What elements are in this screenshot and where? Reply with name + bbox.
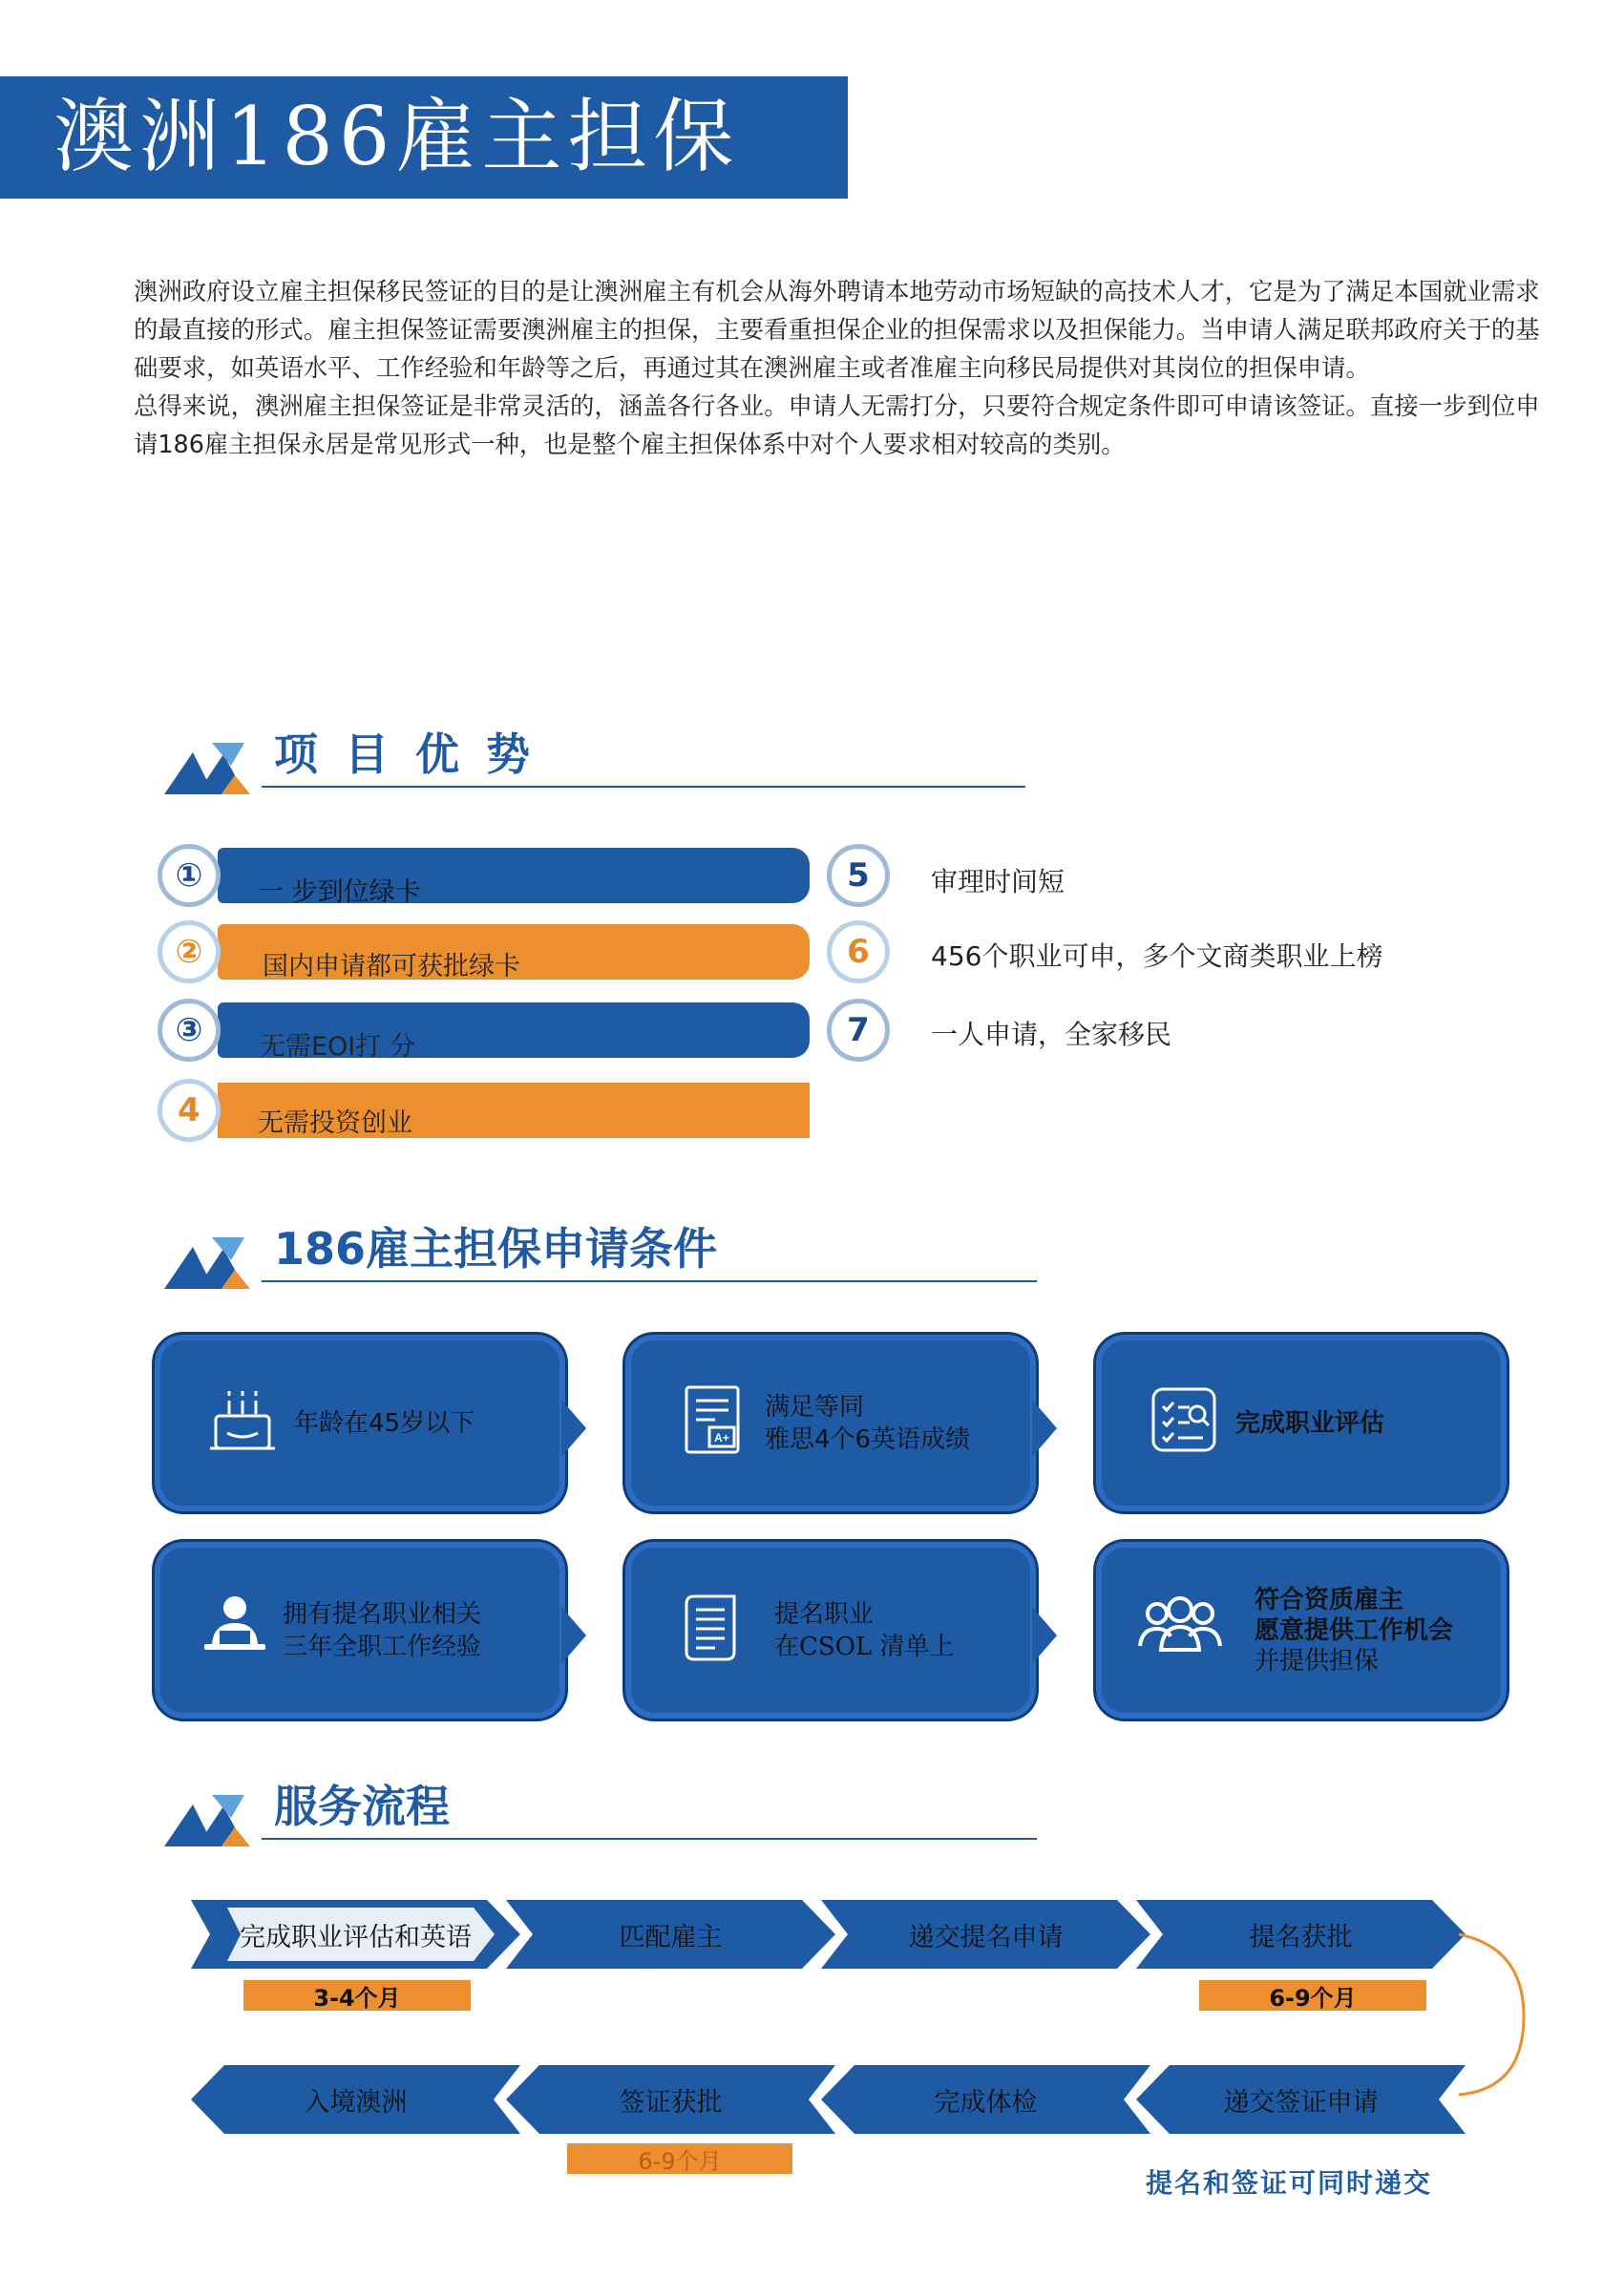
number-badge-1: ① bbox=[158, 844, 221, 907]
exam-paper-icon bbox=[677, 1383, 749, 1456]
condition-card-english bbox=[625, 1335, 1036, 1511]
process-step-1 bbox=[191, 1900, 520, 1969]
advantage-label-5: 审理时间短 bbox=[931, 866, 1065, 897]
number-badge-3: ③ bbox=[158, 999, 221, 1062]
page-title: 澳洲186雇主担保 bbox=[53, 90, 740, 183]
card-arrow bbox=[1032, 1400, 1057, 1457]
advantage-label-7: 一人申请，全家移民 bbox=[931, 1019, 1172, 1050]
card-line: 三年全职工作经验 bbox=[283, 1632, 482, 1661]
card-text bbox=[774, 1548, 955, 1713]
card-text bbox=[294, 1340, 475, 1506]
intro-paragraph-2: 总得来说，澳洲雇主担保签证是非常灵活的，涵盖各行各业。申请人无需打分，只要符合规定条件即可申请该签证。直接一步到位申请186雇主担保永居是常见形式一种，也是整个雇主担保体系中对个人要求相对较高的类别。 bbox=[134, 391, 1540, 458]
advantage-label-1: 一 步到位绿卡 bbox=[258, 877, 421, 907]
card-line: 在CSOL 清单上 bbox=[774, 1632, 955, 1661]
card-arrow bbox=[1032, 1607, 1057, 1664]
condition-card-work-experience bbox=[155, 1542, 565, 1719]
step-label: 完成体检 bbox=[934, 2087, 1038, 2118]
process-step-2 bbox=[506, 1900, 835, 1969]
duration-badge-1: 3-4个月 bbox=[243, 1980, 471, 2011]
intro-paragraph-1: 澳洲政府设立雇主担保移民签证的目的是让澳洲雇主有机会从海外聘请本地劳动市场短缺的高技术人才，它是为了满足本国就业需求的最直接的形式。雇主担保签证需要澳洲雇主的担保，主要看重担保企业的担保需求以及担保能力。当申请人满足联邦政府关于的基础要求，如英语水平、工作经验和年龄等之后，再通过其在澳洲雇主或者准雇主向移民局提供对其岗位的担保申请。 bbox=[134, 277, 1540, 382]
step-label: 入境澳洲 bbox=[304, 2087, 408, 2118]
step-label: 完成职业评估和英语 bbox=[240, 1922, 472, 1952]
card-arrow bbox=[561, 1607, 586, 1664]
process-step-5 bbox=[1136, 2065, 1466, 2134]
card-line: 满足等同 bbox=[765, 1392, 865, 1422]
heading-underline bbox=[262, 1280, 1037, 1282]
document-list-icon bbox=[677, 1591, 749, 1663]
number-badge-7: 7 bbox=[827, 999, 890, 1062]
section-logo-icon bbox=[164, 1787, 269, 1854]
card-line: 年龄在45岁以下 bbox=[294, 1408, 475, 1438]
title-banner bbox=[0, 76, 848, 199]
conditions-section-header bbox=[164, 1220, 1043, 1297]
process-step-7 bbox=[506, 2065, 835, 2134]
advantage-label-2: 国内申请都可获批绿卡 bbox=[263, 952, 520, 981]
advantage-label-6: 456个职业可申，多个文商类职业上榜 bbox=[931, 940, 1383, 972]
card-line: 完成职业评估 bbox=[1235, 1408, 1385, 1438]
advantage-label-3: 无需EOI打 分 bbox=[260, 1032, 415, 1062]
process-note: 提名和签证可同时递交 bbox=[1146, 2167, 1433, 2199]
process-heading: 服务流程 bbox=[274, 1781, 450, 1832]
advantage-label-4: 无需投资创业 bbox=[258, 1108, 412, 1138]
assessment-checklist-icon bbox=[1148, 1383, 1220, 1456]
card-arrow bbox=[561, 1400, 586, 1457]
card-line: 愿意提供工作机会 bbox=[1255, 1615, 1454, 1645]
number-badge-4: 4 bbox=[158, 1079, 221, 1142]
process-step-4 bbox=[1136, 1900, 1466, 1969]
card-text bbox=[283, 1548, 481, 1713]
card-line: 提名职业 bbox=[774, 1599, 875, 1629]
condition-card-age bbox=[155, 1335, 565, 1511]
section-logo-icon bbox=[164, 735, 269, 802]
step-label: 提名获批 bbox=[1249, 1922, 1353, 1952]
advantages-section-header bbox=[164, 726, 1023, 802]
step-label: 递交签证申请 bbox=[1223, 2087, 1379, 2118]
step-label: 递交提名申请 bbox=[908, 1922, 1064, 1952]
step-label: 匹配雇主 bbox=[619, 1922, 723, 1952]
heading-underline bbox=[262, 786, 1025, 788]
intro-text bbox=[134, 272, 1556, 463]
card-line: 雅思4个6英语成绩 bbox=[765, 1424, 971, 1454]
heading-underline bbox=[262, 1838, 1037, 1840]
card-line: 并提供担保 bbox=[1255, 1646, 1380, 1676]
condition-card-skills-assessment bbox=[1096, 1335, 1507, 1511]
number-badge-6: 6 bbox=[827, 920, 890, 983]
conditions-heading: 186雇主担保申请条件 bbox=[274, 1223, 718, 1275]
number-badge-2: ② bbox=[158, 920, 221, 983]
process-section-header bbox=[164, 1778, 1043, 1854]
card-text bbox=[765, 1340, 970, 1506]
process-step-8 bbox=[191, 2065, 520, 2134]
card-text bbox=[1255, 1548, 1453, 1713]
card-text bbox=[1235, 1340, 1384, 1506]
svg-text:A+: A+ bbox=[714, 1431, 729, 1445]
birthday-cake-icon bbox=[206, 1383, 279, 1456]
advantages-heading: 项 目 优 势 bbox=[274, 728, 537, 780]
team-people-icon bbox=[1134, 1591, 1226, 1663]
process-step-6 bbox=[821, 2065, 1150, 2134]
card-line: 符合资质雇主 bbox=[1255, 1585, 1404, 1614]
condition-card-employer bbox=[1096, 1542, 1507, 1719]
number-badge-5: 5 bbox=[827, 844, 890, 907]
duration-badge-3: 6-9个月 bbox=[567, 2143, 792, 2174]
worker-laptop-icon bbox=[199, 1591, 271, 1663]
duration-badge-2: 6-9个月 bbox=[1199, 1980, 1426, 2011]
step-label: 签证获批 bbox=[619, 2087, 723, 2118]
card-line: 拥有提名职业相关 bbox=[283, 1599, 482, 1629]
condition-card-occupation-list bbox=[625, 1542, 1036, 1719]
process-step-3 bbox=[821, 1900, 1150, 1969]
section-logo-icon bbox=[164, 1230, 269, 1297]
